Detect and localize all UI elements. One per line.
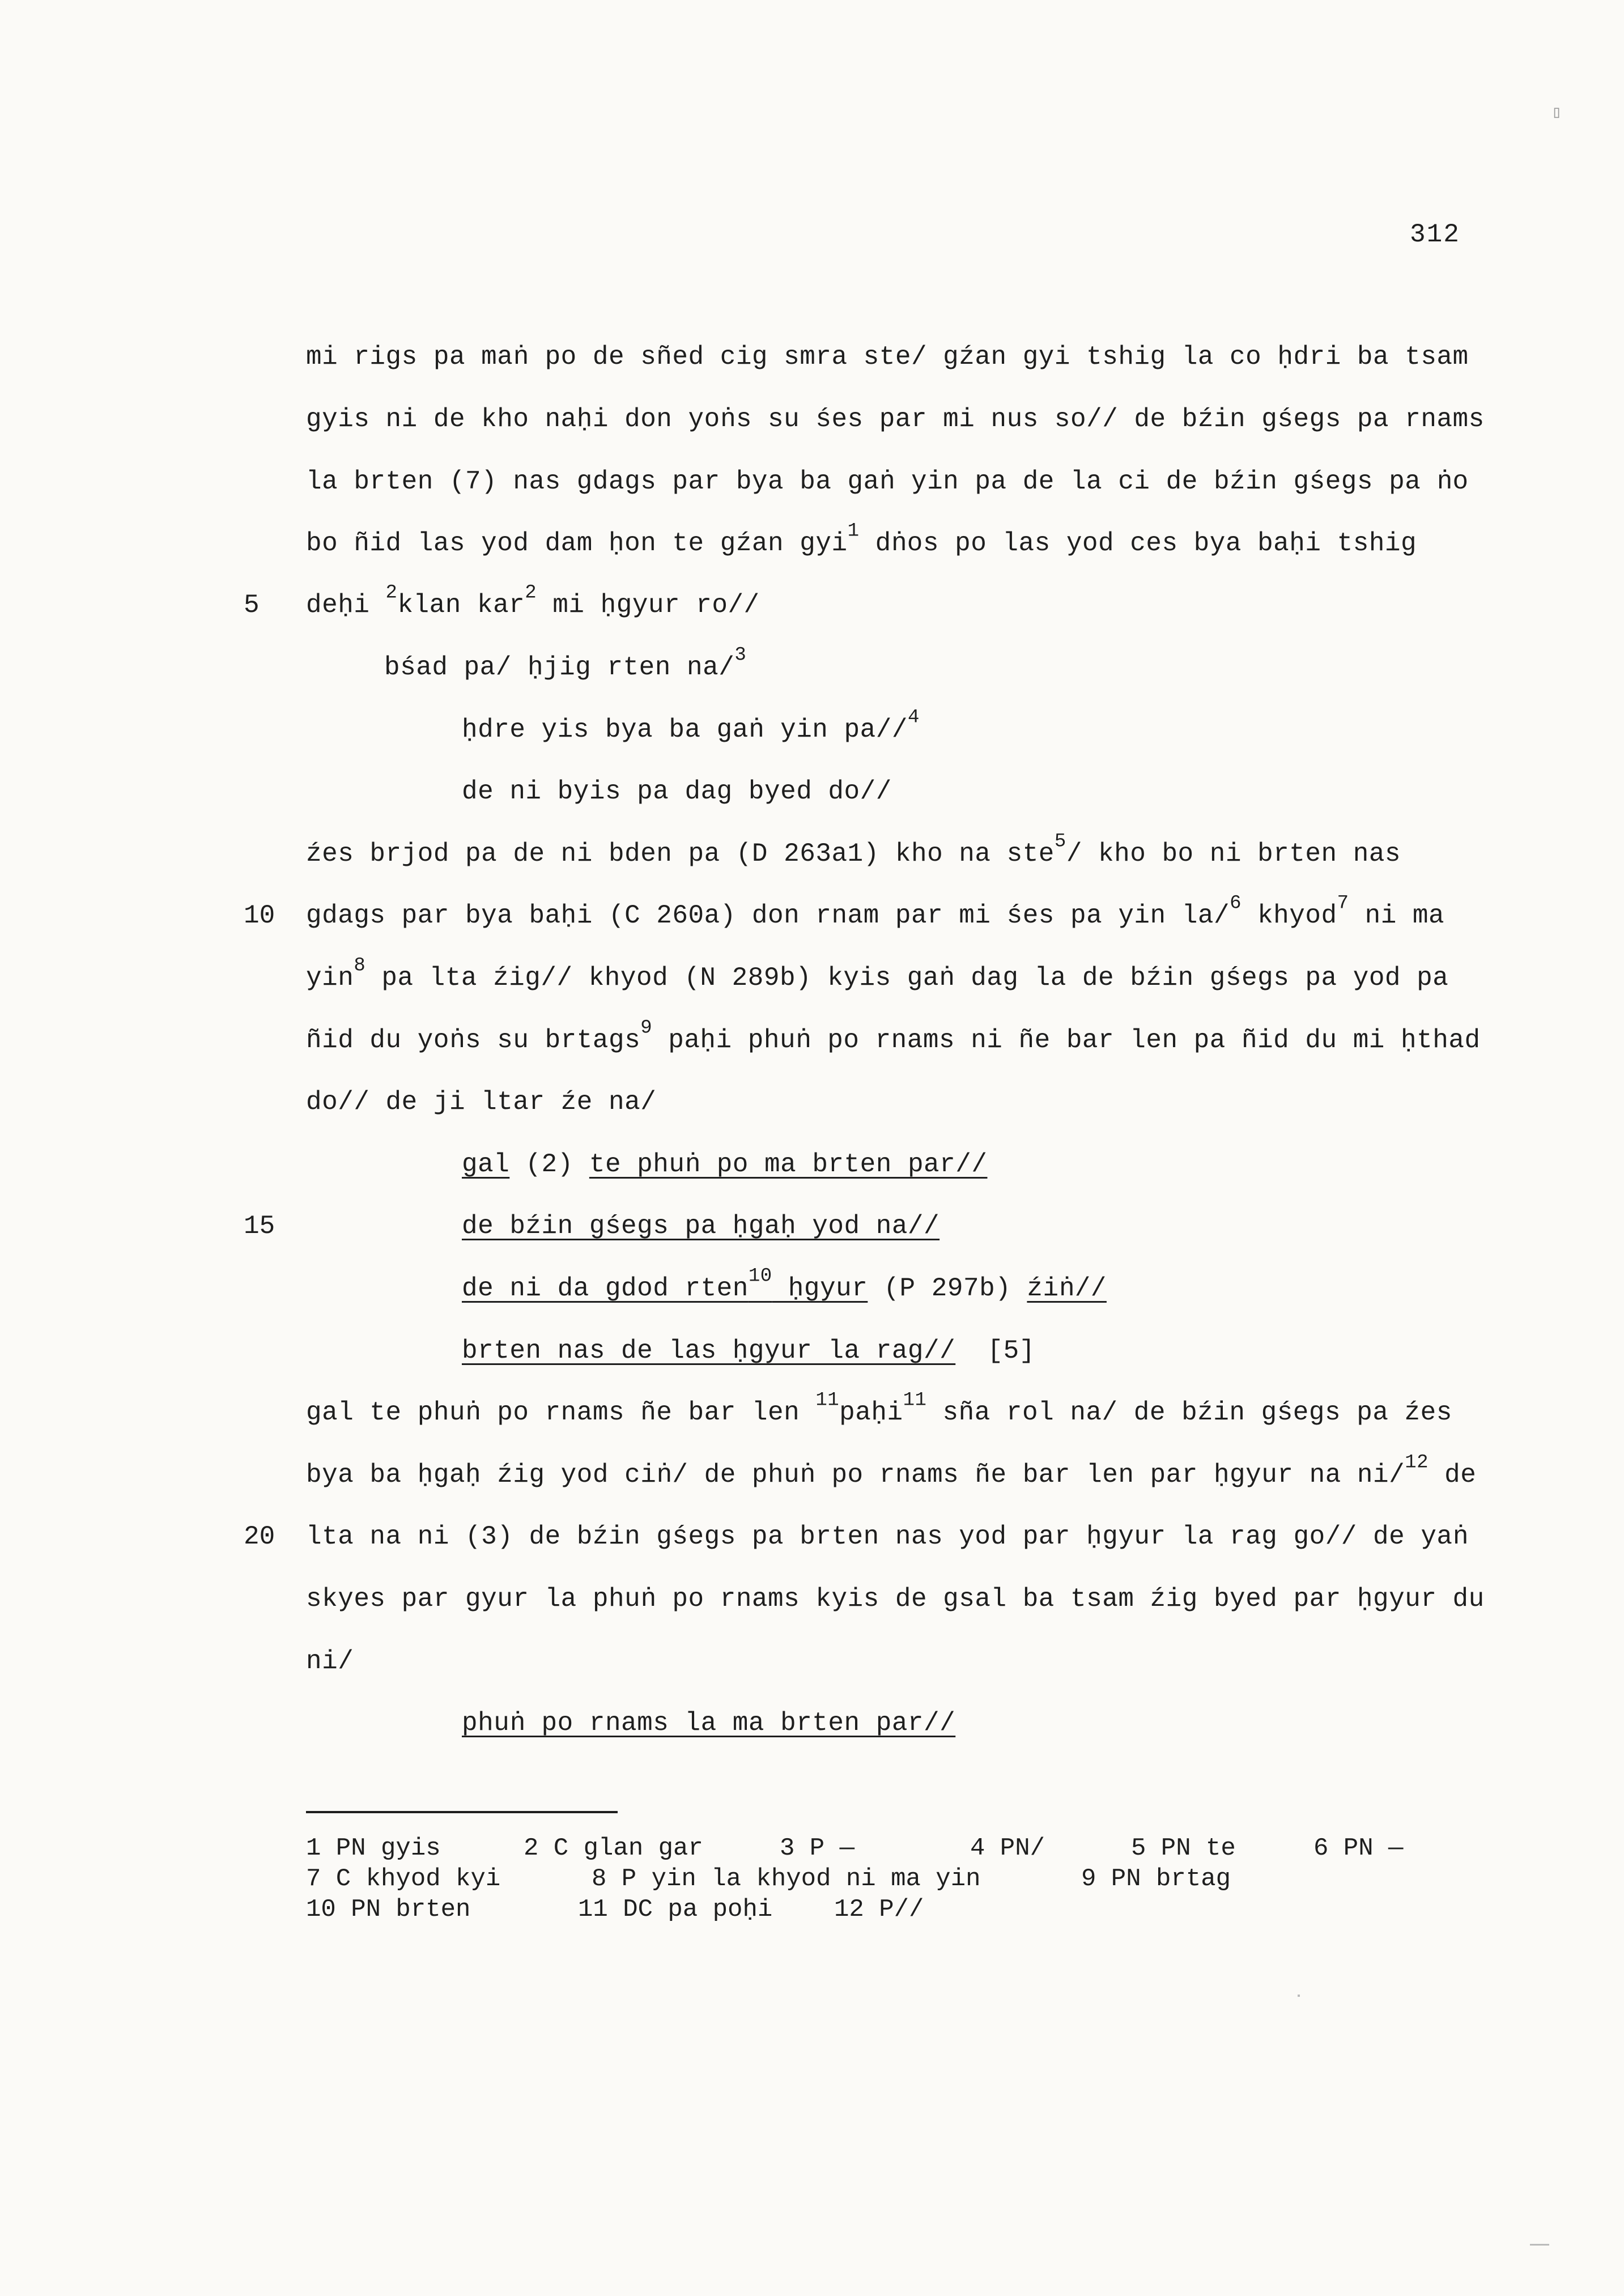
text-line: skyes par gyur la phuṅ po rnams kyis de gsal ba tsam źig byed par ḥgyur du (306, 1584, 1485, 1614)
footnote: 8 P yin la khyod ni ma yin (592, 1865, 981, 1893)
text-line: yin$^8$ pa lta źig// khyod (N 289b) kyis gaṅ dag la de bźin gśegs pa yod pa (306, 955, 1449, 993)
footnote-ref: 12 (1405, 1452, 1429, 1474)
footnote-rule (306, 1811, 618, 1813)
footnote: 10 PN brten (306, 1895, 471, 1924)
footnote: 6 PN — (1313, 1834, 1404, 1863)
corner-mark: ▯ (1551, 104, 1562, 123)
text-line: mi rigs pa maṅ po de sñed cig smra ste/ gźan gyi tshig la co ḥdri ba tsam (306, 342, 1469, 372)
footnote: 11 DC pa poḥi (578, 1895, 773, 1924)
footnote: 3 P — (780, 1834, 855, 1863)
text-line: ñid du yoṅs su brtags$^9$ paḥi phuṅ po rnams ni ñe bar len pa ñid du mi ḥthad (306, 1017, 1481, 1055)
footnote-ref: 7 (1337, 892, 1349, 915)
footnote-ref: 5 (1054, 831, 1066, 853)
verse-line: de bźin gśegs pa ḥgaḥ yod na// (462, 1211, 940, 1241)
text-line: ni/ (306, 1647, 354, 1676)
verse-line: bśad pa/ ḥjig rten na/$^3$ (384, 644, 747, 682)
text-line: la brten (7) nas gdags par bya ba gaṅ yin pa de la ci de bźin gśegs pa ṅo (306, 467, 1469, 496)
footnote: 9 PN brtag (1081, 1865, 1231, 1893)
footnote-ref: 11 (903, 1389, 927, 1411)
text-line: deḥi $^2$klan kar$^2$ mi ḥgyur ro// (306, 582, 760, 620)
text-line: bya ba ḥgaḥ źig yod ciṅ/ de phuṅ po rnams ñe bar len par ḥgyur na ni/$^{12}$ de (306, 1452, 1477, 1490)
footnote-ref: 1 (847, 520, 860, 542)
scan-speck (1298, 1995, 1300, 1997)
verse-line: phuṅ po rnams la ma brten par// (462, 1708, 956, 1738)
footnote-ref: 9 (640, 1017, 653, 1039)
scan-speck (1530, 2244, 1549, 2246)
footnote-ref: 3 (734, 644, 747, 666)
footnote: 12 P// (834, 1895, 924, 1924)
text-line: bo ñid las yod dam ḥon te gźan gyi$^1$ dṅos po las yod ces bya baḥi tshig (306, 520, 1417, 558)
verse-line: gal (2) te phuṅ po ma brten par// (462, 1150, 988, 1179)
footnote-ref: 4 (907, 707, 920, 729)
footnote: 1 PN gyis (306, 1834, 441, 1863)
footnote-ref: 6 (1230, 892, 1242, 915)
footnote: 4 PN/ (970, 1834, 1045, 1863)
text-line: źes brjod pa de ni bden pa (D 263a1) kho na ste$^5$/ kho bo ni brten nas (306, 831, 1401, 869)
verse-line: ḥdre yis bya ba gaṅ yin pa//$^4$ (462, 707, 920, 745)
text-line: gyis ni de kho naḥi don yoṅs su śes par mi nus so// de bźin gśegs pa rnams (306, 405, 1485, 434)
text-line: gdags par bya baḥi (C 260a) don rnam par mi śes pa yin la/$^6$ khyod$^7$ ni ma (306, 892, 1445, 930)
footnote-ref: 10 (748, 1265, 772, 1287)
page-number: 312 (1410, 220, 1460, 249)
line-number-15: 15 (244, 1211, 275, 1241)
footnote-ref: 11 (815, 1389, 840, 1411)
line-number-10: 10 (244, 901, 275, 930)
text-line: gal te phuṅ po rnams ñe bar len $^{11}$paḥi$^{11}$ sña rol na/ de bźin gśegs pa źes (306, 1389, 1452, 1427)
line-number-20: 20 (244, 1522, 275, 1551)
footnote-ref: 2 (525, 582, 537, 604)
verse-line: de ni da gdod rten$^{10}$ ḥgyur (P 297b) źiṅ// (462, 1265, 1107, 1303)
footnote-ref: 8 (354, 955, 366, 977)
verse-line: de ni byis pa dag byed do// (462, 777, 892, 806)
footnote: 5 PN te (1131, 1834, 1236, 1863)
line-number-5: 5 (244, 590, 260, 620)
footnote-ref: 2 (385, 582, 398, 604)
footnote: 7 C khyod kyi (306, 1865, 501, 1893)
text-line: lta na ni (3) de bźin gśegs pa brten nas yod par ḥgyur la rag go// de yaṅ (306, 1522, 1469, 1551)
footnote: 2 C glan gar (524, 1834, 703, 1863)
verse-line: brten nas de las ḥgyur la rag// [5] (462, 1336, 1035, 1366)
text-line: do// de ji ltar źe na/ (306, 1087, 657, 1117)
